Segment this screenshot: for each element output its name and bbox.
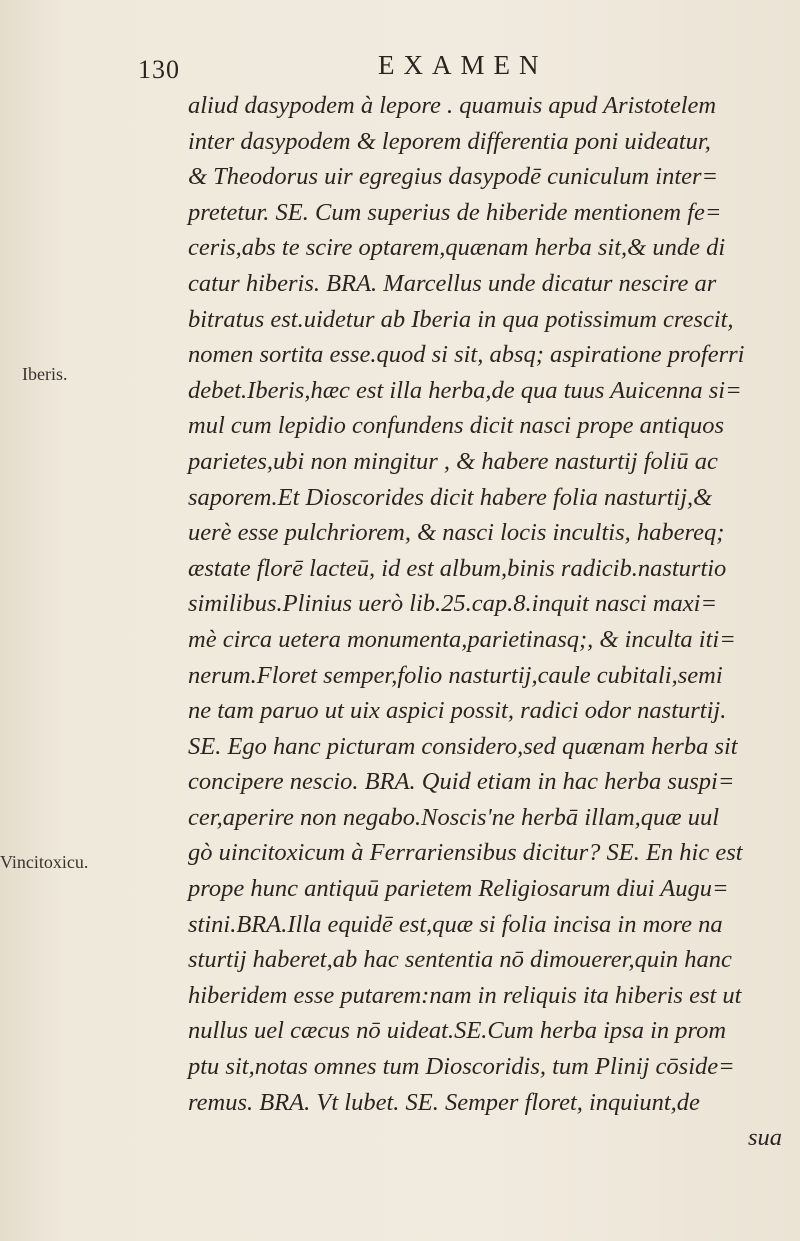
text-line: similibus.Plinius uerò lib.25.cap.8.inquit nasci maxi=	[188, 590, 717, 618]
text-line: saporem.Et Dioscorides dicit habere folia nasturtij,&	[188, 483, 713, 511]
text-line: stini.BRA.Illa equidē est,quæ si folia incisa in more na	[188, 910, 723, 938]
text-line: bitratus est.uidetur ab Iberia in qua potissimum crescit,	[188, 305, 734, 333]
margin-note-vincitoxicum: Vincitoxicu.	[0, 852, 89, 872]
text-line: æstate florē lacteū, id est album,binis radicib.nasturtio	[188, 554, 727, 582]
catchword: sua	[748, 1124, 783, 1152]
text-line: mul cum lepidio confundens dicit nasci prope antiquos	[188, 412, 724, 440]
text-line: cer,aperire non negabo.Noscis'ne herbā illam,quæ uul	[188, 803, 720, 831]
page-number: 130	[138, 55, 180, 84]
text-line: uerè esse pulchriorem, & nasci locis incultis, habereq;	[188, 519, 725, 547]
margin-note-iberis: Iberis.	[22, 364, 68, 384]
text-line: sturtij haberet,ab hac sententia nō dimouerer,quin hanc	[188, 946, 732, 974]
text-line: pretetur. SE. Cum superius de hiberide mentionem fe=	[188, 198, 722, 226]
text-line: hiberidem esse putarem:nam in reliquis ita hiberis est ut	[188, 981, 742, 1009]
running-head: EXAMEN	[378, 50, 548, 80]
text-line: prope hunc antiquū parietem Religiosarum diui Augu=	[188, 875, 729, 903]
text-line: nomen sortita esse.quod si sit, absq; aspiratione proferri	[188, 341, 745, 369]
text-line: parietes,ubi non mingitur , & habere nasturtij foliū ac	[188, 447, 718, 475]
text-line: aliud dasypodem à lepore . quamuis apud Aristotelem	[188, 92, 717, 119]
text-line: nullus uel cæcus nō uideat.SE.Cum herba ipsa in prom	[188, 1017, 727, 1045]
text-line: ne tam paruo ut uix aspici possit, radici odor nasturtij.	[188, 697, 727, 725]
text-line: ceris,abs te scire optarem,quænam herba sit,& unde di	[188, 234, 726, 262]
text-line: remus. BRA. Vt lubet. SE. Semper floret, inquiunt,de	[188, 1088, 700, 1116]
text-line: SE. Ego hanc picturam considero,sed quænam herba sit	[188, 732, 738, 760]
text-line: & Theodorus uir egregius dasypodē cuniculum inter=	[188, 163, 719, 191]
text-line: concipere nescio. BRA. Quid etiam in hac herba suspi=	[188, 768, 735, 796]
text-line: catur hiberis. BRA. Marcellus unde dicatur nescire ar	[188, 269, 717, 297]
text-line: gò uincitoxicum à Ferrariensibus dicitur? SE. En hic est	[188, 839, 743, 867]
text-line: debet.Iberis,hæc est illa herba,de qua tuus Auicenna si=	[188, 376, 742, 404]
text-line: ptu sit,notas omnes tum Dioscoridis, tum Plinij cōside=	[188, 1053, 735, 1081]
text-line: nerum.Floret semper,folio nasturtij,caule cubitali,semi	[188, 661, 723, 689]
body-text	[188, 88, 788, 1156]
text-line: mè circa uetera monumenta,parietinasq;, & inculta iti=	[188, 625, 736, 653]
text-line: inter dasypodem & leporem differentia poni uideatur,	[188, 127, 711, 155]
